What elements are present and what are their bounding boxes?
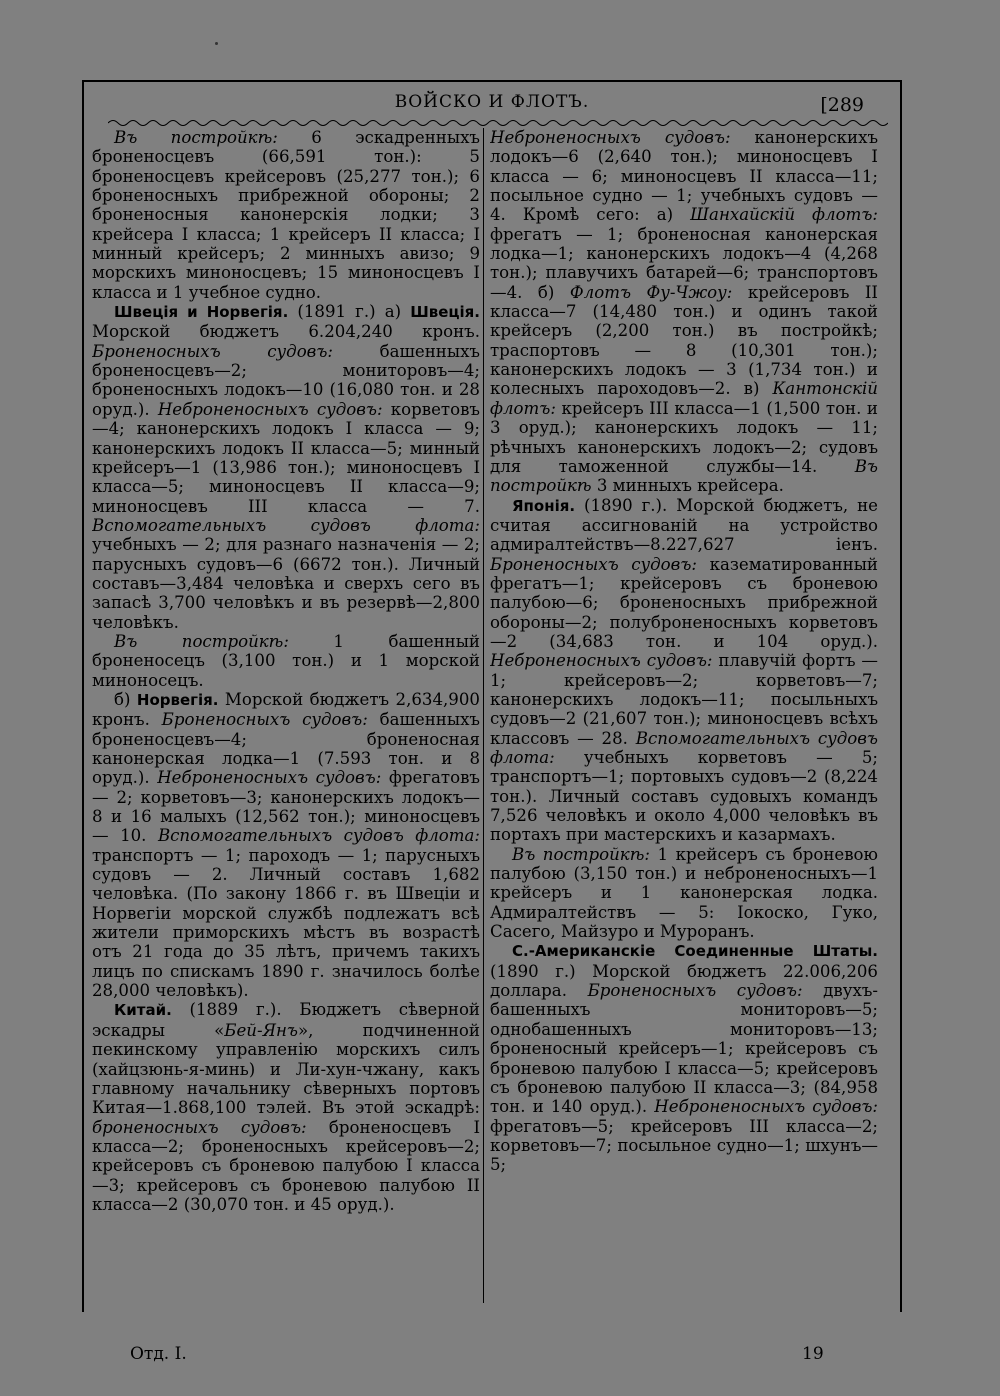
- text: », подчиненной пекинскому управленію морскихъ силъ (хайцзюнь-я-минь) и Ли-хун-чжану, какъ главному начальнику сѣверныхъ портовъ Китая—1.868,100 тэлей. Въ этой эскадрѣ:: [92, 1020, 480, 1118]
- left-column: [92, 128, 480, 1303]
- text: фрегатовъ—5; крейсеровъ III класса—2; корветовъ—7; посыльное судно—1; шхунъ—5;: [490, 1116, 878, 1175]
- text: фрегатовъ — 2; корветовъ—3; канонерскихъ лодокъ—8 и 16 малыхъ (12,562 тон.); миноносцевъ — 10.: [92, 768, 480, 846]
- text: плавучій фортъ — 1; крейсеровъ—2; корветовъ—7; канонерскихъ лодокъ—11; посыльныхъ судовъ—2 (21,607 тон.); миноносцевъ всѣхъ классовъ — 28.: [490, 651, 878, 748]
- section-heading: С.-Американскіе Соединенные Штаты.: [512, 942, 878, 961]
- column-divider: [483, 128, 484, 1303]
- section-heading: Швеція и Норвегія.: [114, 303, 289, 322]
- text: крейсеръ III класса—1 (1,500 тон. и 3 оруд.); канонерскихъ лодокъ — 11; рѣчныхъ канонерскихъ лодокъ—2; судовъ для таможенной службы—14.: [490, 398, 878, 476]
- text: канонерскихъ лодокъ—6 (2,640 тон.); миноносцевъ I класса — 6; миноносцевъ II класса—11; посыльное судно — 1; учебныхъ судовъ — 4. Кромѣ сего: а): [490, 128, 878, 225]
- text: транспортъ — 1; пароходъ — 1; парусныхъ судовъ — 2. Личный составъ 1,682 человѣка. (По закону 1866 г. въ Швеціи и Норвегіи морской службѣ подлежатъ всѣ жители приморскихъ мѣстъ въ возрастѣ отъ 21 года до 35 лѣтъ, причемъ такихъ лицъ по спискамъ 1890 г. значилось болѣе 28,000 человѣкъ).: [92, 845, 480, 1001]
- text: 1 крейсеръ съ броневою палубою (3,150 тон.) и неброненосныхъ—1 крейсеръ и 1 канонерская лодка. Адмиралтействъ — 5: Іокоско, Гуко, Сасего, Майзуро и Мурoранъ.: [490, 844, 878, 942]
- text: б): [114, 689, 137, 709]
- italic-term: Въ постройкѣ: [490, 456, 878, 496]
- section-heading: Швеція.: [410, 303, 480, 322]
- text: башенныхъ броненосцевъ—2; мониторовъ—4; броненосныхъ лодокъ—10 (16,080 тон. и 28 оруд.).: [92, 341, 480, 419]
- italic-term: Неброненосныхъ судовъ:: [157, 399, 383, 419]
- text: (1889 г.). Бюджетъ сѣверной эскадры «: [92, 1000, 480, 1040]
- paragraph: [92, 1000, 480, 1214]
- header-wavy-rule: [108, 118, 888, 128]
- italic-term: Броненосныхъ судовъ:: [161, 710, 368, 730]
- paragraph: [92, 302, 480, 632]
- italic-term: Вспомогательныхъ судовъ флота:: [157, 826, 480, 846]
- italic-term: Броненосныхъ судовъ:: [587, 981, 803, 1001]
- text: (1890 г.). Морской бюджетъ, не считая ассигнованій на устройство адмиралтействъ—8.227,627 іенъ.: [490, 495, 878, 555]
- text: броненосцевъ I класса—2; броненосныхъ крейсеровъ—2; крейсеровъ съ броневою палубою I класса—3; крейсеровъ съ броневою палубою II класса—2 (30,070 тон. и 45 оруд.).: [92, 1117, 480, 1214]
- paragraph: [490, 496, 878, 845]
- italic-term: Неброненосныхъ судовъ:: [157, 768, 382, 788]
- text: учебныхъ корветовъ — 5; транспортъ—1; портовыхъ судовъ—2 (8,224 тон.). Личный составъ судовыхъ командъ 7,526 человѣкъ и около 4,000 человѣкъ въ портахъ при мастерскихъ и казармахъ.: [490, 748, 878, 845]
- paragraph: [490, 941, 878, 1174]
- italic-term: Броненосныхъ судовъ:: [92, 341, 333, 361]
- italic-term: Вспомогательныхъ судовъ флота:: [490, 728, 878, 767]
- paragraph: [490, 128, 878, 496]
- text: 3 минныхъ крейсера.: [591, 476, 784, 496]
- footer-section-label: Отд. I.: [130, 1344, 187, 1364]
- text: Морской бюджетъ 6.204,240 кронъ.: [92, 322, 480, 342]
- page-number: [289: [820, 94, 864, 116]
- italic-term: Флотъ Фу-Чжоу:: [569, 282, 733, 302]
- italic-term: Шанхайскій флотъ:: [690, 205, 878, 225]
- text: фрегатъ — 1; броненосная канонерская лодка—1; канонерскихъ лодокъ—4 (4,268 тон.); плавучихъ батарей—6; транспортовъ—4. б): [490, 224, 878, 302]
- text: 6 эскадренныхъ броненосцевъ (66,591 тон.): 5 броненосцевъ крейсеровъ (25,277 тон.); 6 броненосныхъ прибрежной обороны; 2 броненосныя канонерскія лодки; 3 крейсера I класса; 1 крейсеръ II класса; I минный крейсеръ; 2 минныхъ авизо; 9 морскихъ миноносцевъ; 15 миноносцевъ I класса и 1 учебное судно.: [92, 128, 480, 302]
- paragraph: [92, 690, 480, 1001]
- section-heading: Китай.: [114, 1001, 172, 1020]
- text: корветовъ —4; канонерскихъ лодокъ I класса — 9; канонерскихъ лодокъ II класса—5; минный крейсеръ—1 (13,986 тон.); миноносцевъ I класса—5; миноносцевъ II класса—9; миноносцевъ III класса — 7.: [92, 399, 480, 516]
- text: (1890 г.) Морской бюджетъ 22.006,206 доллара.: [490, 961, 878, 1001]
- running-title: ВОЙСКО И ФЛОТЪ.: [394, 92, 590, 112]
- right-column: [490, 128, 878, 1303]
- italic-term: Кантонскій флотъ:: [490, 379, 878, 418]
- speck: [215, 42, 218, 45]
- text: казематированный фрегатъ—1; крейсеровъ съ броневою палубою—6; броненосныхъ прибрежной обороны—2; полуброненосныхъ корветовъ—2 (34,683 тон. и 104 оруд.).: [490, 554, 878, 651]
- paragraph: [490, 845, 878, 942]
- italic-term: Неброненосныхъ судовъ:: [490, 651, 713, 671]
- italic-term: Въ постройкѣ:: [114, 631, 289, 651]
- section-heading: Норвегія.: [136, 690, 219, 709]
- italic-term: Бей-Янъ: [224, 1020, 298, 1040]
- footer-signature-number: 19: [802, 1344, 824, 1364]
- italic-term: Вспомогательныхъ судовъ флота:: [92, 515, 480, 535]
- italic-term: Въ постройкѣ:: [512, 844, 650, 864]
- italic-term: броненосныхъ судовъ:: [92, 1117, 307, 1137]
- text: Морской бюджетъ 2,634,900 кронъ.: [92, 689, 480, 730]
- italic-term: Броненосныхъ судовъ:: [490, 554, 697, 574]
- text: двухъ-башенныхъ мониторовъ—5; однобашенныхъ мониторовъ—13; броненосный крейсеръ—1; крейсеровъ съ броневою палубою I класса—5; крейсеровъ съ броневою палубою II класса—3; (84,958 тон. и 140 оруд.).: [490, 981, 878, 1117]
- italic-term: Неброненосныхъ судовъ:: [654, 1097, 878, 1117]
- text: башенныхъ броненосцевъ—4; броненосная канонерская лодка—1 (7.593 тон. и 8 оруд.).: [92, 710, 480, 788]
- text: 1 башенный броненосецъ (3,100 тон.) и 1 морской миноносецъ.: [92, 631, 480, 690]
- text: крейсеровъ II класса—7 (14,480 тон.) и одинъ такой крейсеръ (2,200 тон.) въ постройкѣ; траспортовъ — 8 (10,301 тон.); канонерскихъ лодокъ — 3 (1,734 тон.) и колесныхъ пароходовъ—2. в): [490, 282, 878, 399]
- section-heading: Японія.: [512, 496, 576, 515]
- text: (1891 г.) а): [288, 302, 411, 322]
- paragraph: [92, 128, 480, 302]
- italic-term: Неброненосныхъ судовъ:: [490, 128, 731, 147]
- text: учебныхъ — 2; для разнаго назначенія — 2; парусныхъ судовъ—6 (6672 тон.). Личный составъ—3,484 человѣка и сверхъ сего въ запасѣ 3,700 человѣкъ и въ резервѣ—2,800 человѣкъ.: [92, 535, 480, 632]
- italic-term: Въ постройкѣ:: [114, 128, 278, 147]
- paragraph: [92, 632, 480, 690]
